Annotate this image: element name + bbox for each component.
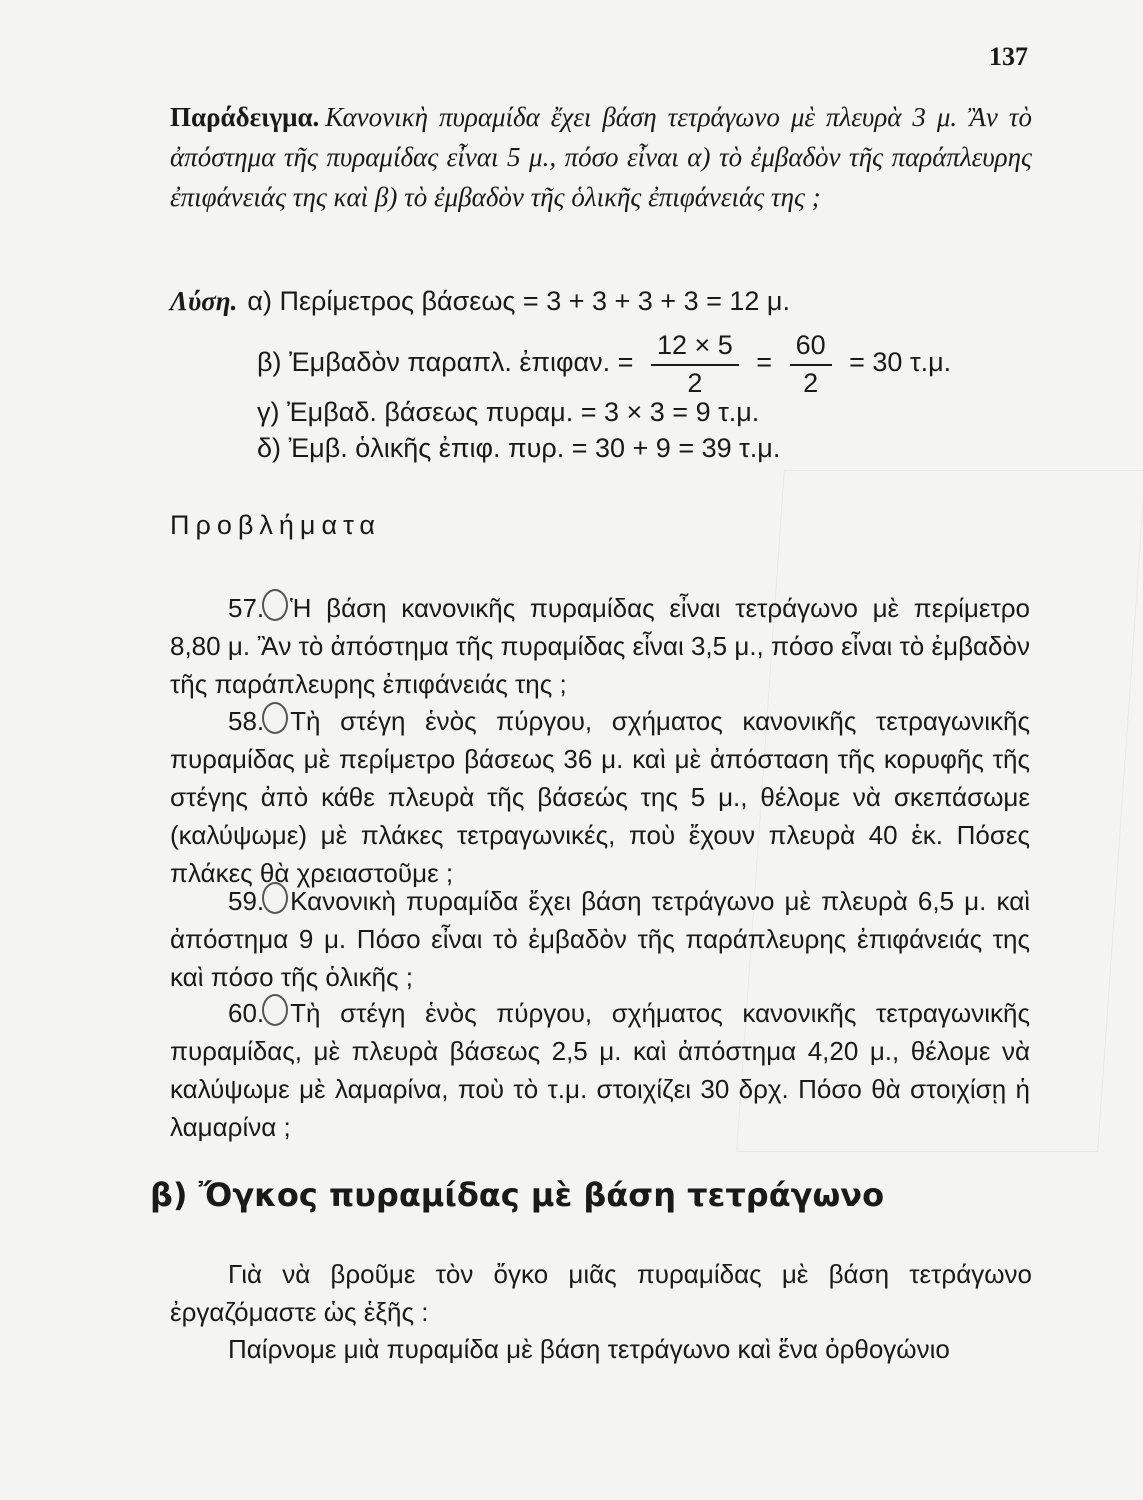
fraction-1-numerator: 12 × 5 (651, 328, 739, 366)
solution-a-text: α) Περίμετρος βάσεως = 3 + 3 + 3 + 3 = 12 μ. (247, 286, 790, 316)
problem-60 (170, 994, 1030, 1146)
body-paragraph-1: Γιὰ νὰ βροῦμε τὸν ὄγκο μιᾶς πυραμίδας μὲ βάση τετράγωνο ἐργαζόμαστε ὡς ἑξῆς : (170, 1259, 1032, 1327)
pencil-circle-icon (262, 589, 288, 621)
example-paragraph (170, 97, 1032, 217)
problem-number: 57. (228, 593, 265, 623)
solution-line-b (257, 328, 951, 400)
solution-line-c: γ) Ἐμβαδ. βάσεως πυραμ. = 3 × 3 = 9 τ.μ. (257, 397, 760, 427)
fraction-2-numerator: 60 (790, 328, 832, 366)
problem-59 (170, 882, 1030, 996)
problems-heading: Προβλήματα (170, 510, 381, 540)
problem-text: Ἡ βάση κανονικῆς πυραμίδας εἶναι τετράγωνο μὲ περίμετρο 8,80 μ. Ἂν τὸ ἀπόστημα τῆς πυραμίδας εἶναι 3,5 μ., πόσο εἶναι τὸ ἐμβαδὸν τῆς παράπλευρης ἐπιφάνειάς της ; (170, 593, 1030, 699)
pencil-circle-icon (262, 882, 288, 914)
problem-text: Τὴ στέγη ἑνὸς πύργου, σχήματος κανονικῆς τετραγωνικῆς πυραμίδας, μὲ πλευρὰ βάσεως 2,5 μ. καὶ ἀπόστημα 4,20 μ., θέλομε νὰ καλύψωμε μὲ λαμαρίνα, ποὺ τὸ τ.μ. στοιχίζει 30 δρχ. Πόσο θὰ στοιχίσῃ ἡ λαμαρίνα ; (170, 998, 1030, 1142)
problem-57 (170, 589, 1030, 703)
solution-line-a (170, 286, 790, 317)
problem-number: 60. (228, 998, 265, 1028)
problem-text: Κανονικὴ πυραμίδα ἔχει βάση τετράγωνο μὲ πλευρὰ 6,5 μ. καὶ ἀπόστημα 9 μ. Πόσο εἶναι τὸ ἐμβαδὸν τῆς παράπλευρης ἐπιφάνειάς της καὶ πόσο τῆς ὁλικῆς ; (170, 886, 1030, 992)
problem-number: 59. (228, 886, 265, 916)
body-paragraph-2: Παίρνομε μιὰ πυραμίδα μὲ βάση τετράγωνο καὶ ἕνα ὀρθογώνιο (228, 1334, 950, 1364)
fraction-60-over-2 (790, 328, 832, 400)
problem-text: Τὴ στέγη ἑνὸς πύργου, σχήματος κανονικῆς τετραγωνικῆς πυραμίδας μὲ περίμετρο βάσεως 36 μ. καὶ μὲ ἀπόσταση τῆς κορυφῆς τῆς στέγης ἀπὸ κάθε πλευρὰ τῆς βάσεώς της 5 μ., θέλομε νὰ σκεπάσωμε (καλύψωμε) μὲ πλάκες τετραγωνικές, ποὺ ἔχουν πλευρὰ 40 ἑκ. Πόσες πλάκες θὰ χρειαστοῦμε ; (170, 706, 1030, 888)
example-text: Κανονικὴ πυραμίδα ἔχει βάση τετράγωνο μὲ πλευρὰ 3 μ. Ἂν τὸ ἀπόστημα τῆς πυραμίδας εἶναι 5 μ., πόσο εἶναι α) τὸ ἐμβαδὸν τῆς παράπλευρης ἐπιφάνειάς της καὶ β) τὸ ἐμβαδὸν τῆς ὁλικῆς ἐπιφάνειάς της ; (170, 102, 1032, 212)
solution-b-result: = 30 τ.μ. (849, 347, 952, 378)
fraction-12x5-over-2 (651, 328, 739, 400)
solution-label: Λύση. (170, 286, 238, 316)
equals-sign: = (756, 347, 773, 378)
pencil-circle-icon (262, 994, 288, 1026)
fraction-1-denominator: 2 (687, 368, 703, 398)
problem-58 (170, 702, 1030, 892)
solution-line-d: δ) Ἐμβ. ὁλικῆς ἐπιφ. πυρ. = 30 + 9 = 39 τ.μ. (257, 433, 781, 463)
page-number: 137 (989, 42, 1028, 71)
solution-b-prefix: β) Ἐμβαδὸν παραπλ. ἐπιφαν. = (257, 347, 634, 378)
pencil-circle-icon (262, 702, 288, 734)
section-heading: β) Ὄγκος πυραμίδας μὲ βάση τετράγωνο (150, 1176, 885, 1214)
example-label: Παράδειγμα. (170, 102, 320, 132)
fraction-2-denominator: 2 (803, 368, 819, 398)
problem-number: 58. (228, 706, 265, 736)
